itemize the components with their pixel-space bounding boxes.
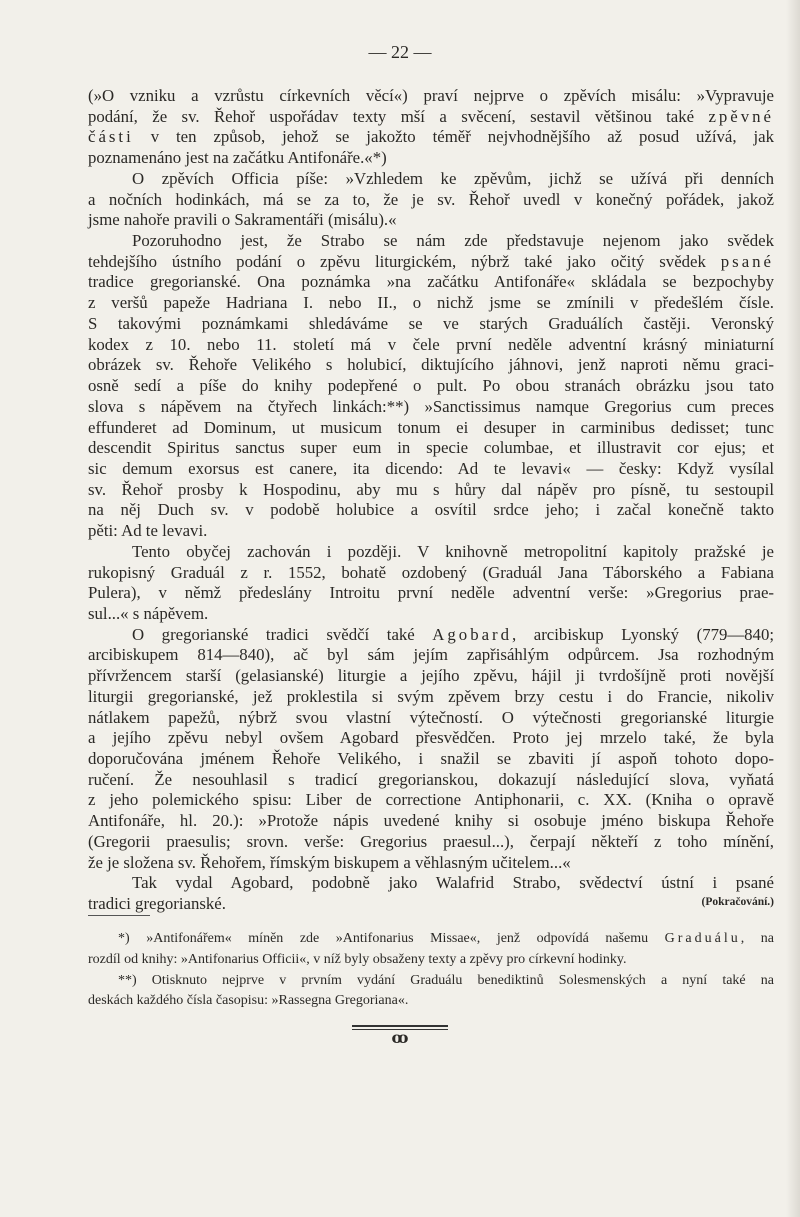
- text-segment: S takovými poznámkami shledáváme se ve starých Graduálích častěji. Veronský: [88, 313, 774, 333]
- text-segment: Tento obyčej zachován i později. V knihovně metropolitní kapitoly pražské je: [132, 541, 774, 561]
- text-segment: že je složena sv. Řehořem, římským biskupem a věhlasným učitelem...«: [88, 852, 571, 872]
- text-segment: Pozoruhodno jest, že Strabo se nám zde představuje nejenom jako svědek: [132, 231, 774, 251]
- text-line: [88, 127, 774, 148]
- continuation-note: (Pokračování.): [701, 896, 774, 909]
- text-line: [88, 500, 774, 521]
- text-line: [88, 645, 774, 666]
- text-line: [88, 749, 774, 770]
- text-segment: rukopisný Graduál z r. 1552, bohatě ozdobený (Graduál Jana Táborského a Fabiana: [88, 562, 774, 582]
- text-line: [88, 542, 774, 563]
- text-line: [88, 335, 774, 356]
- text-line: [88, 832, 774, 853]
- text-line: [88, 190, 774, 211]
- text-segment: tradici gregorianské.: [88, 894, 226, 914]
- text-line: [88, 708, 774, 729]
- text-segment: a nočních hodinkách, má se za to, že je sv. Řehoř uvedl v konečný pořádek, jakož: [88, 189, 774, 209]
- text-line: [88, 873, 774, 894]
- text-line: [88, 418, 774, 439]
- text-line: [88, 86, 774, 107]
- text-segment: na něj Duch sv. v podobě holubice a osvítil srdce jeho; i začal konečně takto: [88, 500, 774, 520]
- text-line: [88, 480, 774, 501]
- text-line: [88, 811, 774, 832]
- text-segment: Antifonáře, hl. 20.): »Protože nápis uvedené knihy si osobuje jméno biskupa Řehoře: [88, 811, 774, 831]
- text-line: [88, 107, 774, 128]
- text-segment: podání, že sv. Řehoř uspořádav texty mší a svěcení, sestavil většinou také: [88, 106, 709, 126]
- text-line: [88, 770, 774, 791]
- text-line: [88, 169, 774, 190]
- text-line: [88, 314, 774, 335]
- text-line: [88, 355, 774, 376]
- footnotes: [88, 929, 774, 1012]
- text-line: [88, 231, 774, 252]
- text-segment: slova s nápěvem na čtyřech linkách:**) »Sanctissimus namque Gregorius cum preces: [88, 396, 774, 416]
- text-segment: Tak vydal Agobard, podobně jako Walafrid Strabo, svědectví ústní i psané: [132, 873, 774, 893]
- spaced-emphasis: zpěvné: [708, 106, 774, 126]
- ornament-rule-thick: [352, 1025, 448, 1027]
- text-line: [88, 604, 774, 625]
- text-segment: v ten způsob, jehož se jakožto téměř nejvhodnějšího až posud užívá, jak: [133, 127, 774, 147]
- text-line: [88, 438, 774, 459]
- footnote-line: [88, 971, 774, 992]
- page-number: — 22 —: [368, 42, 432, 62]
- text-segment: Pulera), v němž předeslány Introitu první neděle adventní verše: »Gregorius prae-: [88, 583, 774, 603]
- text-segment: osně sedí a píše do knihy podepřené o pult. Po obou stranách obrázku jsou tato: [88, 376, 774, 396]
- text-segment: effunderet ad Dominum, ut musicum tonum ei desuper in carminibus dedisset; tunc: [88, 417, 774, 437]
- text-segment: pěti: Ad te levavi.: [88, 521, 208, 541]
- spaced-emphasis: části: [88, 127, 134, 147]
- text-segment: descendit Spiritus sanctus super eum in specie columbae, et illustravit cor ejus; et: [88, 438, 774, 458]
- text-segment: (»O vzniku a vzrůstu církevních věcí«) praví nejprve o zpěvích misálu: »Vypravuje: [88, 86, 774, 105]
- text-line: [88, 521, 774, 542]
- text-segment: z veršů papeže Hadriana I. nebo II., o nichž jsme se zmínili v předešlém čísle.: [88, 293, 774, 313]
- text-segment: z jeho polemického spisu: Liber de correctione Antiphonarii, c. XX. (Kniha o opravě: [88, 790, 774, 810]
- text-segment: tehdejšího ústního podání o zpěvu liturgickém, nýbrž také jako očitý svědek: [88, 251, 721, 271]
- page-edge-shadow: [786, 0, 800, 1217]
- ornament-glyph: ꝏ: [391, 1030, 409, 1047]
- footnote-line: [88, 950, 774, 971]
- footnote-line: [88, 991, 774, 1012]
- text-segment: ručení. Že nesouhlasil s tradicí gregorianskou, dokazují následující slova, vyňatá: [88, 769, 774, 789]
- text-line: [88, 625, 774, 646]
- text-segment: O gregorianské tradici svědčí také: [132, 624, 433, 644]
- text-segment: *) »Antifonářem« míněn zde »Antifonarius Missae«, jenž odpovídá našemu: [118, 931, 665, 946]
- text-line: [88, 563, 774, 584]
- decorative-vignette-icon: [352, 1025, 448, 1047]
- text-segment: obrázek sv. Řehoře Velikého s holubicí, diktujícího jáhnovi, jenž naproti němu graci-: [88, 355, 774, 375]
- text-line: [88, 687, 774, 708]
- text-segment: jsme nahoře pravili o Sakramentáři (misálu).«: [88, 210, 397, 230]
- spaced-emphasis: Graduálu: [664, 931, 741, 946]
- spaced-emphasis: Agobard: [432, 624, 513, 644]
- text-line: [88, 790, 774, 811]
- text-segment: , arcibiskup Lyonský (779—840;: [512, 624, 774, 644]
- text-line: [88, 376, 774, 397]
- text-segment: (Gregorii praesulis; srovn. verše: Gregorius praesul...), čerpají někteří z toho mínění,: [88, 831, 774, 851]
- text-segment: arcibiskupem 814—840), ač byl sám jejím zapřisáhlým odpůrcem. Jsa rozhodným: [88, 645, 774, 665]
- text-segment: poznamenáno jest na začátku Antifonáře.«*): [88, 148, 387, 168]
- text-line: [88, 583, 774, 604]
- text-segment: , na: [740, 931, 774, 946]
- text-segment: sv. Řehoř prosby k Hospodinu, aby mu s hůry dal nápěv pro písně, tu sestoupil: [88, 479, 774, 499]
- text-line: [88, 853, 774, 874]
- text-segment: **) Otisknuto nejprve v prvním vydání Graduálu benediktinů Solesmenských a nyní také na: [118, 972, 774, 988]
- text-line: [88, 148, 774, 169]
- text-segment: přívržencem starší (gelasianské) liturgie a jejího zpěvu, hájil ji tvrdošíjně proti novější: [88, 666, 774, 686]
- spaced-emphasis: psané: [720, 251, 774, 271]
- text-segment: liturgii gregorianské, jež proklestila si svým zpěvem brzy cestu i do Francie, nikoliv: [88, 686, 774, 706]
- footnote-line: [88, 929, 774, 950]
- text-segment: sic demum exorsus est canere, ita dicendo: Ad te levavi« — česky: Když vysílal: [88, 458, 774, 478]
- text-segment: doporučována jménem Řehoře Velikého, i snažil se zbaviti jí aspoň tohoto dopo-: [88, 749, 774, 768]
- text-line: [88, 397, 774, 418]
- text-line: [88, 252, 774, 273]
- text-segment: O zpěvích Officia píše: »Vzhledem ke zpěvům, jichž se užívá při denních: [132, 168, 774, 188]
- text-line: [88, 728, 774, 749]
- text-line: [88, 210, 774, 231]
- footnote-separator: [88, 915, 150, 916]
- text-segment: rozdíl od knihy: »Antifonarius Officii«, v níž byly obsaženy texty a zpěvy pro církevní hodinky.: [88, 951, 627, 967]
- text-line: [88, 272, 774, 293]
- text-line: [88, 894, 774, 915]
- text-line: [88, 459, 774, 480]
- text-segment: sul...« s nápěvem.: [88, 603, 209, 623]
- text-segment: tradice gregorianské. Ona poznámka »na začátku Antifonáře« skládala se bezpochyby: [88, 272, 774, 292]
- text-segment: kodex z 10. nebo 11. století má v čele první neděle adventní krásný miniaturní: [88, 334, 774, 354]
- text-line: [88, 293, 774, 314]
- text-line: [88, 666, 774, 687]
- text-segment: deskách každého čísla časopisu: »Rassegna Gregoriana«.: [88, 993, 409, 1009]
- text-segment: nátlakem papežů, nýbrž svou vlastní výtečností. O výtečnosti gregorianské liturgie: [88, 707, 774, 727]
- text-segment: a jejího zpěvu nebyl ovšem Agobard přesvědčen. Proto jej mrzelo také, že byla: [88, 728, 774, 748]
- main-text: [88, 86, 774, 915]
